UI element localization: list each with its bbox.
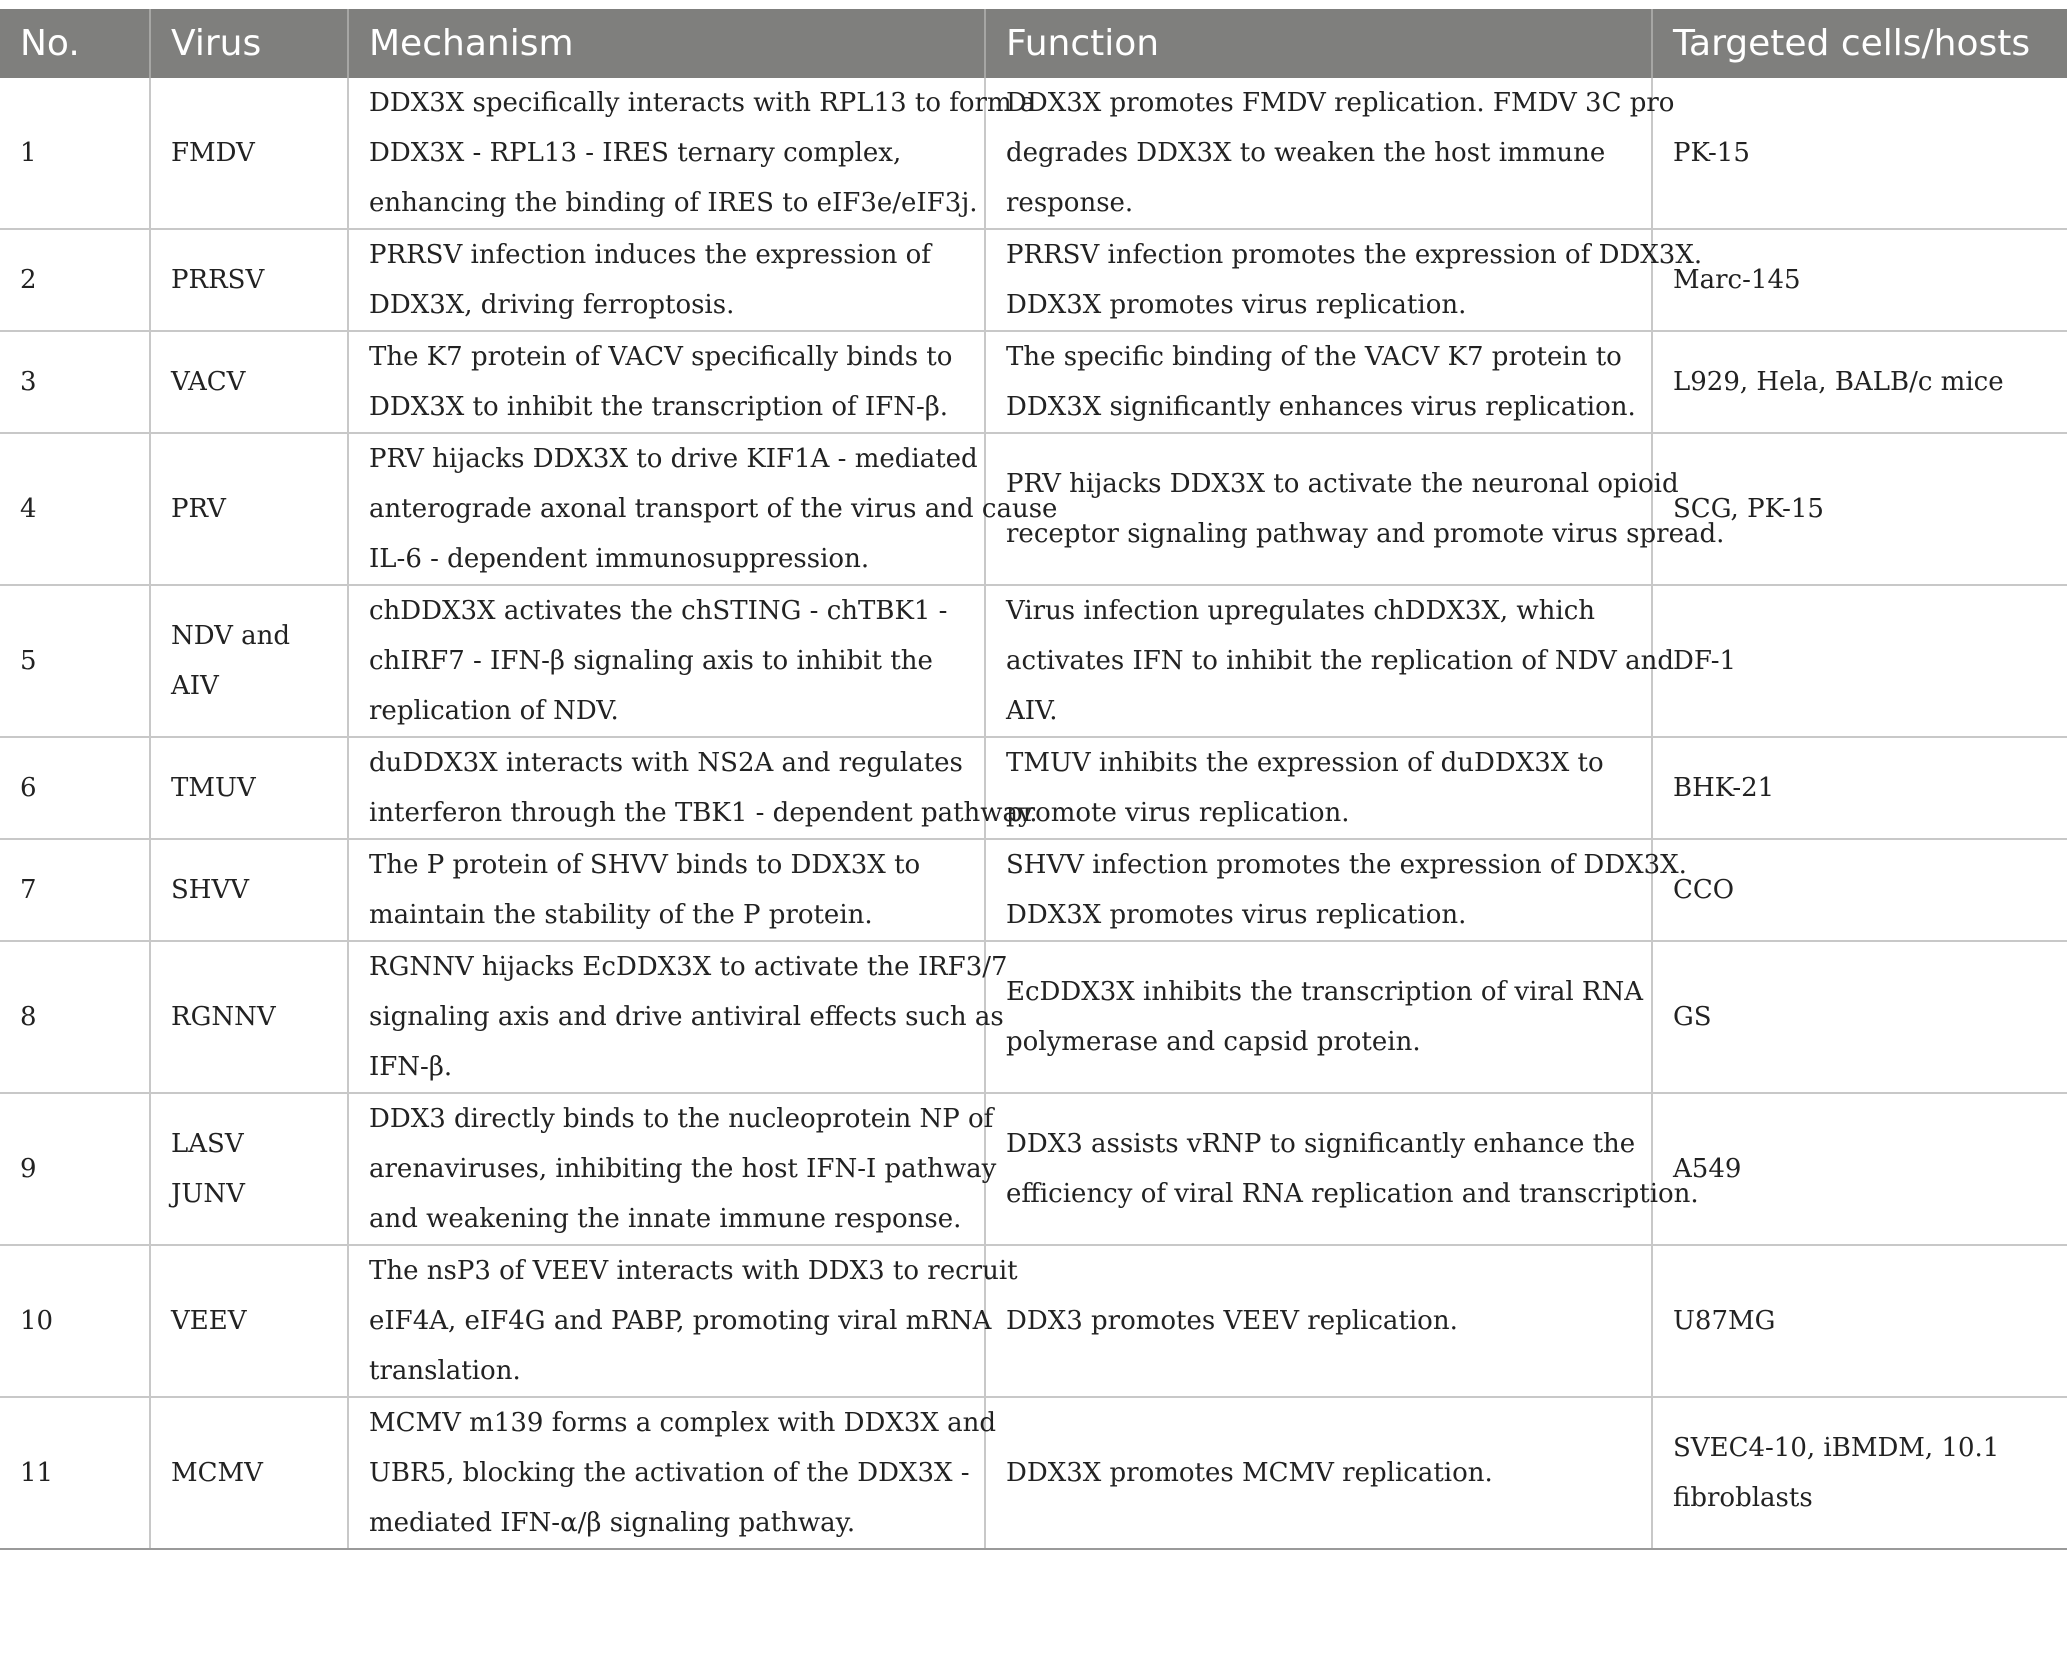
table-row xyxy=(0,78,2067,229)
cell-virus xyxy=(150,1245,348,1397)
header-no: No. xyxy=(20,23,80,64)
cell-function xyxy=(985,78,1675,229)
cell-no: 9 xyxy=(0,1093,150,1245)
cell-mechanism-line: The nsP3 of VEEV interacts with DDX3 to recruit xyxy=(369,1256,1018,1286)
cell-function-line: The specific binding of the VACV K7 protein to xyxy=(1006,342,1622,372)
cell-mechanism-line: replication of NDV. xyxy=(369,696,619,726)
cell-targeted-hosts xyxy=(1652,78,2067,229)
cell-function xyxy=(985,433,1725,585)
cell-virus-line: LASV xyxy=(171,1129,244,1159)
table-body xyxy=(0,78,2067,1549)
cell-virus-line: AIV xyxy=(171,671,219,701)
cell-no: 1 xyxy=(0,78,150,229)
cell-virus xyxy=(150,737,348,839)
cell-targeted-hosts-line: Marc-145 xyxy=(1673,265,1801,295)
cell-virus xyxy=(150,433,348,585)
cell-no: 7 xyxy=(0,839,150,941)
cell-mechanism-line: DDX3X specifically interacts with RPL13 to form a xyxy=(369,88,1036,118)
cell-mechanism-line: MCMV m139 forms a complex with DDX3X and xyxy=(369,1408,997,1438)
cell-targeted-hosts xyxy=(1652,1093,2067,1245)
cell-mechanism-line: PRRSV infection induces the expression of xyxy=(369,240,931,270)
cell-mechanism-line: chIRF7 - IFN-β signaling axis to inhibit the xyxy=(369,646,933,676)
cell-targeted-hosts xyxy=(1652,433,2067,585)
cell-virus xyxy=(150,1397,348,1549)
table-row xyxy=(0,433,2067,585)
cell-mechanism-line: The P protein of SHVV binds to DDX3X to xyxy=(369,850,921,880)
cell-function-line: PRV hijacks DDX3X to activate the neuronal opioid xyxy=(1006,469,1679,499)
cell-function-line: SHVV infection promotes the expression of DDX3X. xyxy=(1006,850,1687,880)
cell-mechanism xyxy=(348,1093,997,1245)
cell-function-line: promote virus replication. xyxy=(1006,798,1350,828)
cell-function-line: EcDDX3X inhibits the transcription of viral RNA xyxy=(1006,977,1644,1007)
cell-virus xyxy=(150,78,348,229)
cell-mechanism-line: DDX3X, driving ferroptosis. xyxy=(369,290,735,320)
cell-function xyxy=(985,1397,1652,1549)
cell-mechanism xyxy=(348,585,985,737)
cell-function-line: receptor signaling pathway and promote virus spread. xyxy=(1006,519,1725,549)
cell-mechanism-line: translation. xyxy=(369,1356,521,1386)
cell-virus xyxy=(150,585,348,737)
cell-function xyxy=(985,839,1687,941)
cell-mechanism-line: DDX3 directly binds to the nucleoprotein NP of xyxy=(369,1104,994,1134)
cell-targeted-hosts-line: fibroblasts xyxy=(1673,1483,1813,1513)
cell-function-line: DDX3X promotes virus replication. xyxy=(1006,900,1467,930)
cell-mechanism-line: anterograde axonal transport of the virus and cause xyxy=(369,494,1058,524)
cell-targeted-hosts xyxy=(1652,839,2067,941)
cell-targeted-hosts-line: U87MG xyxy=(1673,1306,1776,1336)
cell-no: 5 xyxy=(0,585,150,737)
cell-mechanism-line: IFN-β. xyxy=(369,1052,453,1082)
cell-function xyxy=(985,331,1652,433)
cell-mechanism-line: DDX3X to inhibit the transcription of IFN-β. xyxy=(369,392,949,422)
cell-mechanism-line: signaling axis and drive antiviral effects such as xyxy=(369,1002,1004,1032)
cell-mechanism-line: interferon through the TBK1 - dependent pathway. xyxy=(369,798,1038,828)
table-row xyxy=(0,229,2067,331)
cell-mechanism xyxy=(348,331,985,433)
cell-function-line: response. xyxy=(1006,188,1134,218)
header-function: Function xyxy=(985,9,1652,78)
cell-mechanism xyxy=(348,229,985,331)
cell-mechanism-line: DDX3X - RPL13 - IRES ternary complex, xyxy=(369,138,902,168)
cell-mechanism-line: UBR5, blocking the activation of the DDX3X - xyxy=(369,1458,970,1488)
cell-no: 8 xyxy=(0,941,150,1093)
cell-function-line: AIV. xyxy=(1006,696,1058,726)
cell-function-line: Virus infection upregulates chDDX3X, which xyxy=(1006,596,1596,626)
table-row xyxy=(0,1397,2067,1549)
cell-virus-line: FMDV xyxy=(171,138,255,168)
cell-mechanism xyxy=(348,737,1038,839)
cell-function-line: activates IFN to inhibit the replication of NDV and xyxy=(1006,646,1674,676)
virus-table xyxy=(0,9,2067,1550)
cell-mechanism xyxy=(348,78,1036,229)
cell-virus xyxy=(150,1093,348,1245)
cell-targeted-hosts xyxy=(1652,229,2067,331)
cell-function-line: degrades DDX3X to weaken the host immune xyxy=(1006,138,1606,168)
cell-targeted-hosts-line: L929, Hela, BALB/c mice xyxy=(1673,367,2004,397)
cell-mechanism-line: eIF4A, eIF4G and PABP, promoting viral mRNA xyxy=(369,1306,992,1336)
cell-targeted-hosts xyxy=(1652,1245,2067,1397)
cell-virus xyxy=(150,839,348,941)
table-row xyxy=(0,1245,2067,1397)
cell-mechanism xyxy=(348,941,1008,1093)
table-row xyxy=(0,1093,2067,1245)
cell-no: 4 xyxy=(0,433,150,585)
table-row xyxy=(0,839,2067,941)
table-row xyxy=(0,941,2067,1093)
cell-targeted-hosts-line: PK-15 xyxy=(1673,138,1750,168)
cell-function xyxy=(985,737,1652,839)
cell-virus-line: VEEV xyxy=(171,1306,247,1336)
cell-virus-line: TMUV xyxy=(171,773,256,803)
cell-function xyxy=(985,1093,1699,1245)
cell-mechanism-line: chDDX3X activates the chSTING - chTBK1 - xyxy=(369,596,948,626)
cell-function-line: TMUV inhibits the expression of duDDX3X to xyxy=(1006,748,1604,778)
cell-virus xyxy=(150,229,348,331)
cell-mechanism-line: maintain the stability of the P protein. xyxy=(369,900,873,930)
cell-targeted-hosts xyxy=(1652,941,2067,1093)
cell-mechanism-line: The K7 protein of VACV specifically binds to xyxy=(369,342,953,372)
cell-no: 10 xyxy=(0,1245,150,1397)
cell-virus-line: MCMV xyxy=(171,1458,263,1488)
cell-no: 11 xyxy=(0,1397,150,1549)
cell-virus-line: JUNV xyxy=(171,1179,245,1209)
cell-function xyxy=(985,585,1674,737)
cell-targeted-hosts-line: CCO xyxy=(1673,875,1735,905)
cell-virus-line: NDV and xyxy=(171,621,291,651)
cell-function-line: DDX3X promotes virus replication. xyxy=(1006,290,1467,320)
header-row xyxy=(0,9,2067,78)
cell-targeted-hosts xyxy=(1652,585,2067,737)
cell-function-line: DDX3 promotes VEEV replication. xyxy=(1006,1306,1458,1336)
cell-mechanism-line: and weakening the innate immune response. xyxy=(369,1204,962,1234)
cell-mechanism xyxy=(348,1245,1018,1397)
cell-function xyxy=(985,1245,1652,1397)
cell-virus-line: SHVV xyxy=(171,875,250,905)
cell-mechanism-line: duDDX3X interacts with NS2A and regulates xyxy=(369,748,963,778)
cell-function-line: DDX3X promotes FMDV replication. FMDV 3C pro xyxy=(1006,88,1675,118)
cell-virus-line: VACV xyxy=(171,367,246,397)
cell-targeted-hosts xyxy=(1652,1397,2067,1549)
cell-virus-line: RGNNV xyxy=(171,1002,276,1032)
cell-function-line: PRRSV infection promotes the expression of DDX3X. xyxy=(1006,240,1703,270)
cell-targeted-hosts-line: BHK-21 xyxy=(1673,773,1775,803)
cell-targeted-hosts-line: A549 xyxy=(1673,1154,1742,1184)
cell-targeted-hosts xyxy=(1652,331,2067,433)
cell-function-line: DDX3X promotes MCMV replication. xyxy=(1006,1458,1493,1488)
cell-mechanism-line: IL-6 - dependent immunosuppression. xyxy=(369,544,870,574)
cell-no: 3 xyxy=(0,331,150,433)
cell-targeted-hosts-line: GS xyxy=(1673,1002,1712,1032)
cell-mechanism-line: mediated IFN-α/β signaling pathway. xyxy=(369,1508,856,1538)
table-row xyxy=(0,737,2067,839)
cell-targeted-hosts-line: DF-1 xyxy=(1673,646,1737,676)
cell-function-line: DDX3 assists vRNP to significantly enhance the xyxy=(1006,1129,1636,1159)
cell-virus xyxy=(150,331,348,433)
cell-mechanism xyxy=(348,839,985,941)
cell-function-line: polymerase and capsid protein. xyxy=(1006,1027,1421,1057)
cell-mechanism xyxy=(348,1397,997,1549)
cell-virus xyxy=(150,941,348,1093)
cell-virus-line: PRV xyxy=(171,494,226,524)
cell-function xyxy=(985,229,1703,331)
header-mechanism: Mechanism xyxy=(348,9,985,78)
cell-mechanism xyxy=(348,433,1058,585)
cell-targeted-hosts-line: SVEC4-10, iBMDM, 10.1 xyxy=(1673,1433,2000,1463)
cell-no: 2 xyxy=(0,229,150,331)
table-header xyxy=(0,9,2067,78)
cell-function xyxy=(985,941,1652,1093)
cell-no: 6 xyxy=(0,737,150,839)
cell-function-line: efficiency of viral RNA replication and transcription. xyxy=(1006,1179,1699,1209)
header-virus: Virus xyxy=(150,9,348,78)
table-row xyxy=(0,331,2067,433)
cell-function-line: DDX3X significantly enhances virus replication. xyxy=(1006,392,1636,422)
table-row xyxy=(0,585,2067,737)
header-targeted-hosts: Targeted cells/hosts xyxy=(1652,9,2067,78)
cell-mechanism-line: RGNNV hijacks EcDDX3X to activate the IRF3/7 xyxy=(369,952,1008,982)
cell-mechanism-line: enhancing the binding of IRES to eIF3e/eIF3j. xyxy=(369,188,978,218)
cell-mechanism-line: PRV hijacks DDX3X to drive KIF1A - mediated xyxy=(369,444,978,474)
cell-targeted-hosts-line: SCG, PK-15 xyxy=(1673,494,1824,524)
cell-targeted-hosts xyxy=(1652,737,2067,839)
cell-mechanism-line: arenaviruses, inhibiting the host IFN-I pathway xyxy=(369,1154,997,1184)
cell-virus-line: PRRSV xyxy=(171,265,265,295)
